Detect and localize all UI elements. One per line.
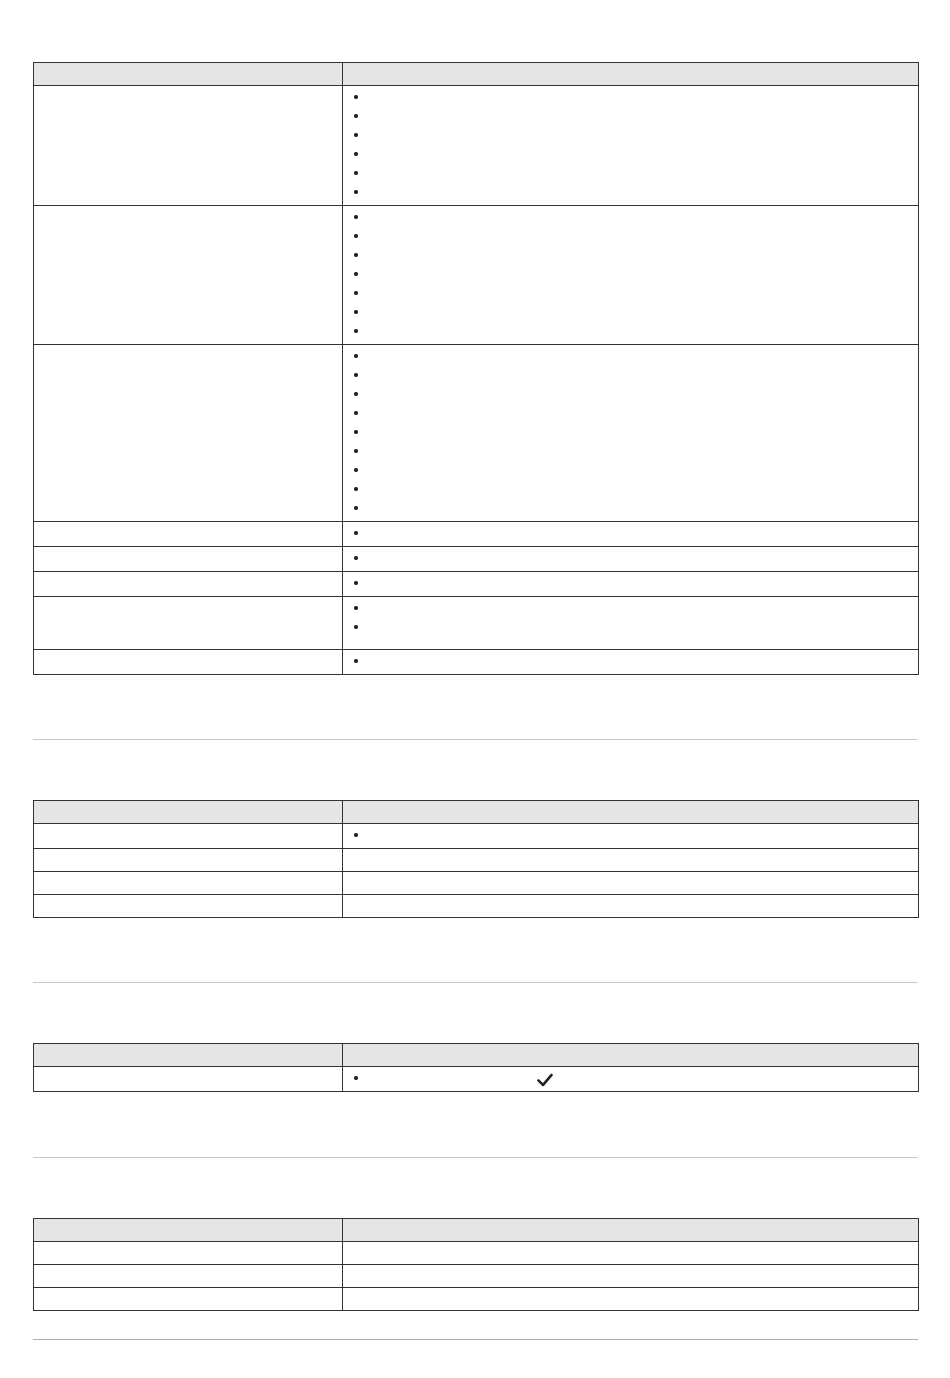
row-value [343, 895, 919, 918]
row-value [343, 849, 919, 872]
row-value [343, 872, 919, 895]
list-item [343, 164, 918, 183]
header-cell-2 [343, 801, 919, 824]
list-item [343, 126, 918, 145]
header-cell-2 [343, 1044, 919, 1067]
list-item [343, 599, 918, 618]
table-row [34, 1067, 919, 1092]
list-item [343, 442, 918, 461]
row-label [34, 872, 343, 895]
table-row [34, 522, 919, 547]
row-value [343, 1265, 919, 1288]
table-header-row [34, 63, 919, 86]
row-value [343, 522, 919, 547]
table-row [34, 895, 919, 918]
table-row [34, 1265, 919, 1288]
list-item [343, 107, 918, 126]
list-item [343, 347, 918, 366]
bullet-list [343, 547, 918, 571]
row-label [34, 1067, 343, 1092]
list-item [343, 322, 918, 341]
list-item [343, 366, 918, 385]
header-cell-1 [34, 801, 343, 824]
section-divider [33, 739, 918, 740]
table-row [34, 345, 919, 522]
list-item [343, 1069, 918, 1088]
table-row [34, 1288, 919, 1311]
list-item [343, 385, 918, 404]
table-row [34, 572, 919, 597]
list-item [343, 549, 918, 568]
table-row [34, 1242, 919, 1265]
list-item [343, 574, 918, 593]
bullet-list [343, 650, 918, 674]
row-value [343, 1288, 919, 1311]
row-value [343, 572, 919, 597]
row-value [343, 650, 919, 675]
table-row [34, 824, 919, 849]
bullet-list [343, 206, 918, 344]
section-divider [33, 1339, 918, 1340]
table-header-row [34, 1044, 919, 1067]
table-row [34, 872, 919, 895]
spec-table-2 [33, 800, 919, 918]
section-divider [33, 1157, 918, 1158]
row-label [34, 206, 343, 345]
table-row [34, 206, 919, 345]
section-divider [33, 982, 918, 983]
header-cell-1 [34, 1219, 343, 1242]
row-value [343, 1067, 919, 1092]
row-value [343, 547, 919, 572]
row-label [34, 597, 343, 650]
list-item [343, 524, 918, 543]
list-item [343, 303, 918, 322]
header-cell-2 [343, 63, 919, 86]
row-label [34, 895, 343, 918]
check-icon [537, 1073, 553, 1087]
row-label [34, 824, 343, 849]
list-item [343, 461, 918, 480]
list-item [343, 183, 918, 202]
spec-table-3 [33, 1043, 919, 1092]
row-label [34, 547, 343, 572]
bullet-list [343, 522, 918, 546]
row-label [34, 1288, 343, 1311]
row-value [343, 1242, 919, 1265]
row-value [343, 597, 919, 650]
list-item [343, 208, 918, 227]
list-item [343, 826, 918, 845]
bullet-list [343, 572, 918, 596]
list-item [343, 423, 918, 442]
table-row [34, 547, 919, 572]
list-item [343, 145, 918, 164]
bullet-list [343, 824, 918, 848]
list-item [343, 227, 918, 246]
spec-table-4 [33, 1218, 919, 1311]
row-value [343, 206, 919, 345]
list-item [343, 618, 918, 646]
list-item [343, 480, 918, 499]
row-value [343, 345, 919, 522]
row-label [34, 86, 343, 206]
row-label [34, 522, 343, 547]
table-row [34, 849, 919, 872]
list-item [343, 284, 918, 303]
header-cell-1 [34, 1044, 343, 1067]
table-row [34, 86, 919, 206]
list-item [343, 246, 918, 265]
row-value [343, 86, 919, 206]
row-label [34, 572, 343, 597]
row-label [34, 650, 343, 675]
list-item [343, 404, 918, 423]
header-cell-1 [34, 63, 343, 86]
spec-table-1 [33, 62, 919, 675]
table-row [34, 650, 919, 675]
bullet-list [343, 345, 918, 521]
list-item [343, 88, 918, 107]
row-value [343, 824, 919, 849]
table-row [34, 597, 919, 650]
list-item [343, 652, 918, 671]
table-header-row [34, 801, 919, 824]
bullet-list [343, 86, 918, 205]
row-label [34, 1265, 343, 1288]
row-label [34, 849, 343, 872]
table-header-row [34, 1219, 919, 1242]
bullet-list [343, 597, 918, 649]
header-cell-2 [343, 1219, 919, 1242]
list-item [343, 265, 918, 284]
row-label [34, 345, 343, 522]
list-item [343, 499, 918, 518]
row-label [34, 1242, 343, 1265]
bullet-list [343, 1067, 918, 1091]
